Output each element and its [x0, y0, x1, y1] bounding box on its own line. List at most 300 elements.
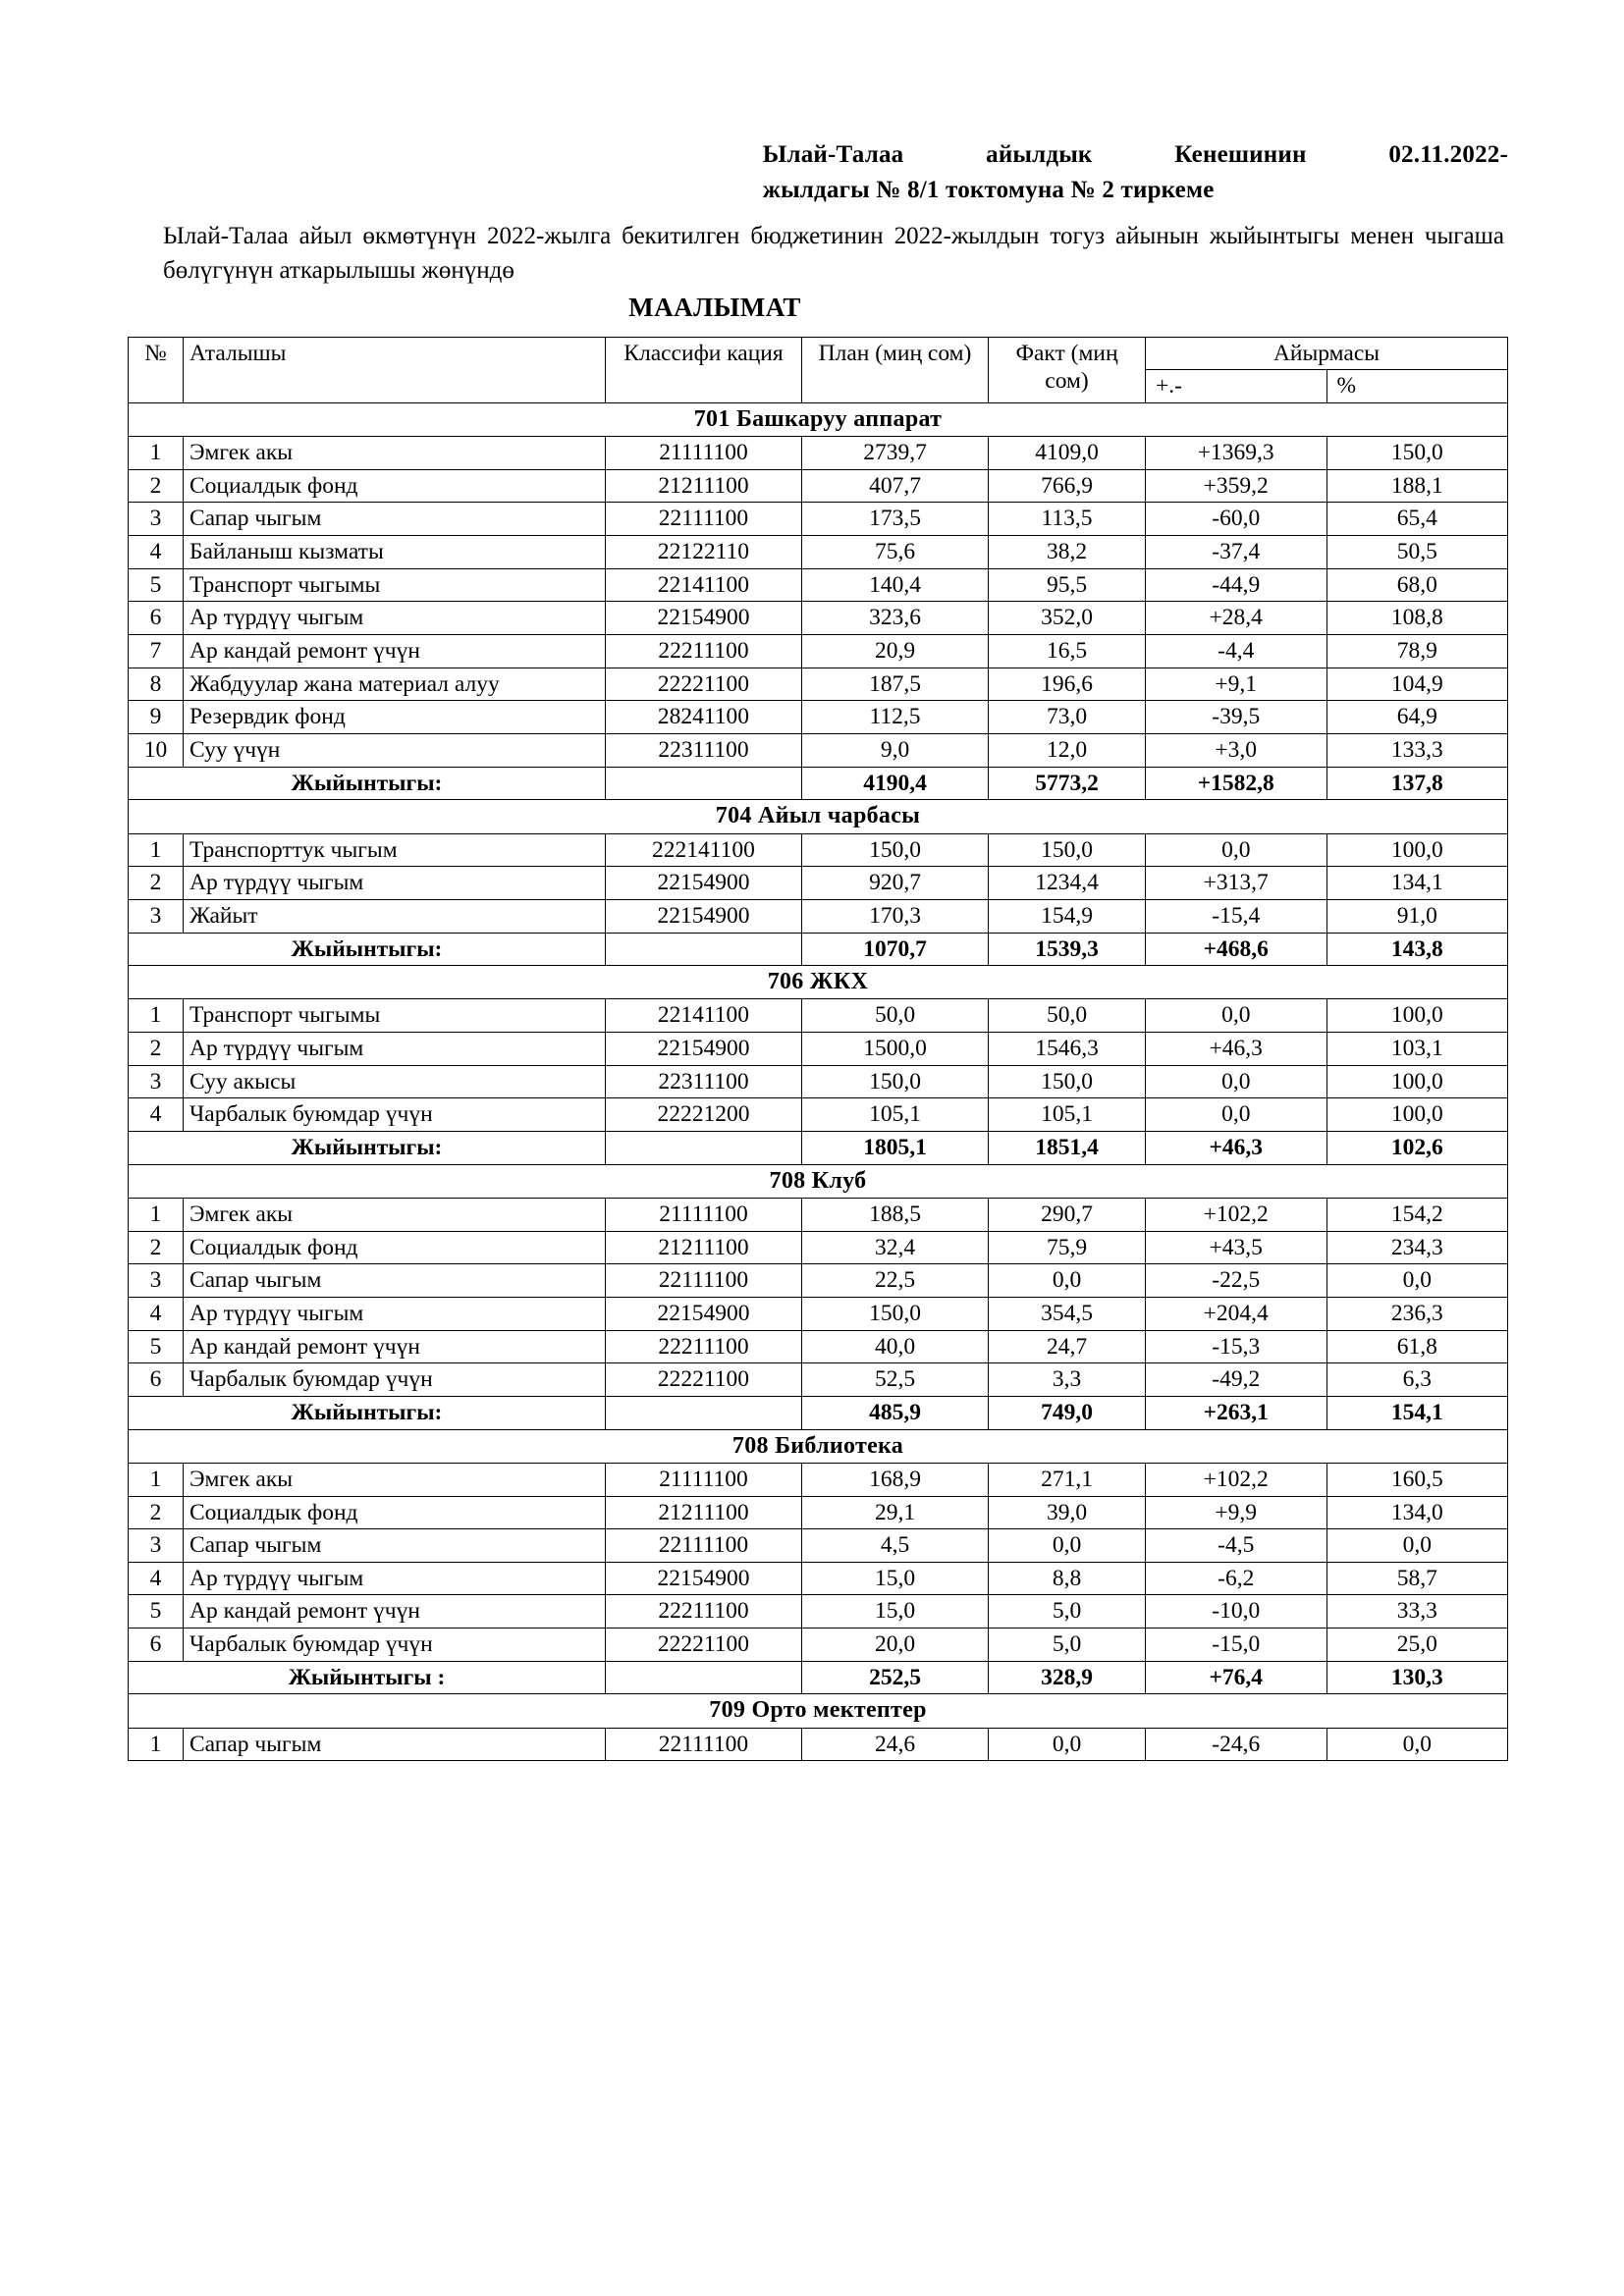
table-row: [129, 635, 1508, 668]
row-fact: 196,6: [989, 667, 1146, 701]
table-row: [129, 1529, 1508, 1563]
section-total-row: [129, 1661, 1508, 1694]
table-row: [129, 833, 1508, 867]
row-name: Ар кандай ремонт үчүн: [184, 635, 606, 668]
section-title-row: [129, 1694, 1508, 1728]
row-percent: 234,3: [1326, 1231, 1508, 1264]
row-percent: 108,8: [1326, 602, 1508, 635]
table-row: [129, 1231, 1508, 1264]
row-fact: 50,0: [989, 999, 1146, 1033]
row-name: Социалдык фонд: [184, 1231, 606, 1264]
row-fact: 154,9: [989, 899, 1146, 933]
table-row: [129, 867, 1508, 900]
row-number: 1: [129, 1728, 184, 1761]
table-row: [129, 1098, 1508, 1132]
row-name: Транспорт чыгымы: [184, 568, 606, 602]
row-fact: 150,0: [989, 833, 1146, 867]
row-name: Суу үчүн: [184, 733, 606, 767]
row-percent: 100,0: [1326, 1098, 1508, 1132]
column-header-fact: Факт (миң сом): [989, 337, 1146, 402]
row-classification: 21111100: [606, 437, 802, 470]
row-plan: 15,0: [802, 1595, 989, 1629]
row-number: 6: [129, 1363, 184, 1397]
table-row: [129, 1629, 1508, 1662]
section-total-difference: +76,4: [1146, 1661, 1327, 1694]
table-row: [129, 899, 1508, 933]
table-row: [129, 437, 1508, 470]
row-fact: 5,0: [989, 1595, 1146, 1629]
row-classification: 22111100: [606, 503, 802, 536]
row-number: 3: [129, 1264, 184, 1298]
column-header-name: Аталышы: [184, 337, 606, 402]
table-row: [129, 1562, 1508, 1595]
row-plan: 50,0: [802, 999, 989, 1033]
row-percent: 25,0: [1326, 1629, 1508, 1662]
row-plan: 75,6: [802, 536, 989, 569]
section-total-classification: [606, 1132, 802, 1165]
section-total-row: [129, 933, 1508, 966]
section-total-classification: [606, 1396, 802, 1429]
table-row: [129, 1330, 1508, 1363]
row-plan: 1500,0: [802, 1033, 989, 1066]
section-total-label: Жыйынтыгы :: [129, 1661, 606, 1694]
row-name: Эмгек акы: [184, 1199, 606, 1232]
section-total-row: [129, 1396, 1508, 1429]
column-header-num: №: [129, 337, 184, 402]
row-fact: 4109,0: [989, 437, 1146, 470]
row-fact: 352,0: [989, 602, 1146, 635]
row-percent: 188,1: [1326, 469, 1508, 503]
row-fact: 1234,4: [989, 867, 1146, 900]
row-difference: -4,4: [1146, 635, 1327, 668]
row-difference: -44,9: [1146, 568, 1327, 602]
row-fact: 12,0: [989, 733, 1146, 767]
row-number: 5: [129, 1330, 184, 1363]
row-name: Социалдык фонд: [184, 469, 606, 503]
row-classification: 22221100: [606, 1363, 802, 1397]
row-percent: 0,0: [1326, 1264, 1508, 1298]
row-fact: 150,0: [989, 1065, 1146, 1098]
row-percent: 64,9: [1326, 701, 1508, 734]
column-header-classification: Классифи кация: [606, 337, 802, 402]
row-difference: -39,5: [1146, 701, 1327, 734]
row-difference: -4,5: [1146, 1529, 1327, 1563]
row-fact: 39,0: [989, 1496, 1146, 1529]
document-subtitle: Ылай-Талаа айыл өкмөтүнүн 2022-жылга бекитилген бюджетинин 2022-жылдын тогуз айынын жыйынтыгы менен чыгаша бөлүгүнүн аткарылышы жөнүндө: [163, 222, 1504, 284]
section-total-percent: 154,1: [1326, 1396, 1508, 1429]
budget-report-table: [128, 337, 1508, 1762]
column-header-difference-pct: %: [1326, 370, 1508, 403]
section-total-label: Жыйынтыгы:: [129, 767, 606, 800]
section-title: 701 Башкаруу аппарат: [129, 402, 1508, 436]
row-difference: +9,9: [1146, 1496, 1327, 1529]
row-name: Резервдик фонд: [184, 701, 606, 734]
row-name: Эмгек акы: [184, 1463, 606, 1496]
section-total-plan: 485,9: [802, 1396, 989, 1429]
row-difference: -49,2: [1146, 1363, 1327, 1397]
row-classification: 21111100: [606, 1199, 802, 1232]
row-classification: 22311100: [606, 733, 802, 767]
row-number: 3: [129, 503, 184, 536]
row-number: 6: [129, 602, 184, 635]
row-classification: 222141100: [606, 833, 802, 867]
row-fact: 766,9: [989, 469, 1146, 503]
row-difference: -22,5: [1146, 1264, 1327, 1298]
row-difference: +28,4: [1146, 602, 1327, 635]
page-title: МААЛЫМАТ: [628, 292, 801, 322]
row-plan: 4,5: [802, 1529, 989, 1563]
table-row: [129, 733, 1508, 767]
row-percent: 134,1: [1326, 867, 1508, 900]
row-name: Чарбалык буюмдар үчүн: [184, 1363, 606, 1397]
row-number: 6: [129, 1629, 184, 1662]
row-fact: 73,0: [989, 701, 1146, 734]
row-plan: 920,7: [802, 867, 989, 900]
row-number: 3: [129, 1529, 184, 1563]
row-difference: -6,2: [1146, 1562, 1327, 1595]
table-row: [129, 602, 1508, 635]
row-difference: +1369,3: [1146, 437, 1327, 470]
row-name: Ар түрдүү чыгым: [184, 1297, 606, 1330]
row-number: 1: [129, 1463, 184, 1496]
row-classification: 22141100: [606, 568, 802, 602]
row-percent: 150,0: [1326, 437, 1508, 470]
header-line-1: Ылай-Талаа айылдык Кенешинин 02.11.2022-: [762, 141, 1508, 168]
row-difference: +102,2: [1146, 1199, 1327, 1232]
section-total-classification: [606, 1661, 802, 1694]
row-name: Эмгек акы: [184, 437, 606, 470]
row-plan: 168,9: [802, 1463, 989, 1496]
section-total-label: Жыйынтыгы:: [129, 1396, 606, 1429]
row-number: 2: [129, 867, 184, 900]
row-classification: 21211100: [606, 1496, 802, 1529]
section-total-label: Жыйынтыгы:: [129, 933, 606, 966]
column-header-difference-abs: +.-: [1146, 370, 1327, 403]
row-name: Ар түрдүү чыгым: [184, 1562, 606, 1595]
row-classification: 22221100: [606, 1629, 802, 1662]
row-plan: 323,6: [802, 602, 989, 635]
section-total-classification: [606, 767, 802, 800]
section-total-difference: +1582,8: [1146, 767, 1327, 800]
row-difference: +9,1: [1146, 667, 1327, 701]
row-fact: 354,5: [989, 1297, 1146, 1330]
row-difference: -37,4: [1146, 536, 1327, 569]
table-row: [129, 568, 1508, 602]
row-difference: 0,0: [1146, 1065, 1327, 1098]
table-row: [129, 1297, 1508, 1330]
row-percent: 160,5: [1326, 1463, 1508, 1496]
row-plan: 24,6: [802, 1728, 989, 1761]
section-total-difference: +263,1: [1146, 1396, 1327, 1429]
section-total-plan: 252,5: [802, 1661, 989, 1694]
section-title: 708 Клуб: [129, 1164, 1508, 1198]
row-classification: 22154900: [606, 899, 802, 933]
row-number: 2: [129, 1033, 184, 1066]
row-number: 10: [129, 733, 184, 767]
row-name: Суу акысы: [184, 1065, 606, 1098]
row-fact: 290,7: [989, 1199, 1146, 1232]
row-percent: 0,0: [1326, 1728, 1508, 1761]
row-fact: 8,8: [989, 1562, 1146, 1595]
row-percent: 91,0: [1326, 899, 1508, 933]
section-title-row: [129, 1429, 1508, 1463]
row-percent: 236,3: [1326, 1297, 1508, 1330]
section-total-plan: 1805,1: [802, 1132, 989, 1165]
section-total-fact: 1851,4: [989, 1132, 1146, 1165]
column-header-plan: План (миң сом): [802, 337, 989, 402]
section-total-fact: 5773,2: [989, 767, 1146, 800]
row-plan: 2739,7: [802, 437, 989, 470]
row-difference: +43,5: [1146, 1231, 1327, 1264]
row-difference: 0,0: [1146, 833, 1327, 867]
row-plan: 29,1: [802, 1496, 989, 1529]
row-number: 1: [129, 833, 184, 867]
row-percent: 33,3: [1326, 1595, 1508, 1629]
row-plan: 15,0: [802, 1562, 989, 1595]
table-row: [129, 1463, 1508, 1496]
row-difference: +204,4: [1146, 1297, 1327, 1330]
row-plan: 173,5: [802, 503, 989, 536]
row-difference: +46,3: [1146, 1033, 1327, 1066]
section-total-difference: +468,6: [1146, 933, 1327, 966]
section-title-row: [129, 1164, 1508, 1198]
section-total-percent: 102,6: [1326, 1132, 1508, 1165]
table-row: [129, 1496, 1508, 1529]
row-percent: 103,1: [1326, 1033, 1508, 1066]
table-row: [129, 1065, 1508, 1098]
row-difference: +359,2: [1146, 469, 1327, 503]
row-plan: 170,3: [802, 899, 989, 933]
row-number: 2: [129, 1231, 184, 1264]
table-body: [129, 402, 1508, 1761]
row-plan: 9,0: [802, 733, 989, 767]
row-percent: 65,4: [1326, 503, 1508, 536]
row-name: Транспорттук чыгым: [184, 833, 606, 867]
row-difference: -15,4: [1146, 899, 1327, 933]
row-difference: +3,0: [1146, 733, 1327, 767]
row-percent: 61,8: [1326, 1330, 1508, 1363]
row-difference: +102,2: [1146, 1463, 1327, 1496]
table-row: [129, 999, 1508, 1033]
row-difference: 0,0: [1146, 1098, 1327, 1132]
row-classification: 22154900: [606, 867, 802, 900]
section-title-row: [129, 966, 1508, 999]
section-total-label: Жыйынтыгы:: [129, 1132, 606, 1165]
row-fact: 5,0: [989, 1629, 1146, 1662]
row-name: Социалдык фонд: [184, 1496, 606, 1529]
row-difference: -10,0: [1146, 1595, 1327, 1629]
column-header-difference-group: Айырмасы: [1146, 337, 1508, 370]
row-percent: 68,0: [1326, 568, 1508, 602]
row-number: 1: [129, 437, 184, 470]
section-title: 706 ЖКХ: [129, 966, 1508, 999]
section-total-fact: 749,0: [989, 1396, 1146, 1429]
row-number: 3: [129, 899, 184, 933]
row-name: Чарбалык буюмдар үчүн: [184, 1098, 606, 1132]
row-classification: 21211100: [606, 469, 802, 503]
table-row: [129, 1033, 1508, 1066]
section-total-plan: 4190,4: [802, 767, 989, 800]
row-fact: 75,9: [989, 1231, 1146, 1264]
row-difference: +313,7: [1146, 867, 1327, 900]
row-classification: 22211100: [606, 635, 802, 668]
row-percent: 6,3: [1326, 1363, 1508, 1397]
table-row: [129, 701, 1508, 734]
row-fact: 0,0: [989, 1529, 1146, 1563]
row-plan: 150,0: [802, 833, 989, 867]
row-plan: 188,5: [802, 1199, 989, 1232]
row-plan: 22,5: [802, 1264, 989, 1298]
document-header: [128, 137, 1508, 209]
row-difference: -15,3: [1146, 1330, 1327, 1363]
row-classification: 22122110: [606, 536, 802, 569]
row-percent: 0,0: [1326, 1529, 1508, 1563]
section-total-percent: 143,8: [1326, 933, 1508, 966]
table-row: [129, 1595, 1508, 1629]
row-number: 7: [129, 635, 184, 668]
section-total-row: [129, 1132, 1508, 1165]
row-percent: 78,9: [1326, 635, 1508, 668]
section-title: 708 Библиотека: [129, 1429, 1508, 1463]
row-fact: 95,5: [989, 568, 1146, 602]
section-total-plan: 1070,7: [802, 933, 989, 966]
row-difference: -24,6: [1146, 1728, 1327, 1761]
row-number: 3: [129, 1065, 184, 1098]
row-number: 9: [129, 701, 184, 734]
section-title-row: [129, 800, 1508, 833]
row-fact: 0,0: [989, 1264, 1146, 1298]
table-row: [129, 1199, 1508, 1232]
row-name: Сапар чыгым: [184, 1264, 606, 1298]
row-number: 1: [129, 1199, 184, 1232]
row-difference: -60,0: [1146, 503, 1327, 536]
row-number: 4: [129, 1297, 184, 1330]
row-classification: 21211100: [606, 1231, 802, 1264]
row-classification: 22111100: [606, 1264, 802, 1298]
row-name: Транспорт чыгымы: [184, 999, 606, 1033]
row-percent: 100,0: [1326, 833, 1508, 867]
row-number: 5: [129, 568, 184, 602]
section-title-row: [129, 402, 1508, 436]
table-header: [129, 337, 1508, 402]
row-difference: 0,0: [1146, 999, 1327, 1033]
row-classification: 22221100: [606, 667, 802, 701]
row-classification: 22211100: [606, 1595, 802, 1629]
row-classification: 22111100: [606, 1728, 802, 1761]
section-total-percent: 130,3: [1326, 1661, 1508, 1694]
row-number: 2: [129, 1496, 184, 1529]
table-header-row-1: [129, 337, 1508, 370]
row-percent: 58,7: [1326, 1562, 1508, 1595]
row-percent: 100,0: [1326, 1065, 1508, 1098]
row-difference: -15,0: [1146, 1629, 1327, 1662]
section-total-classification: [606, 933, 802, 966]
row-fact: 105,1: [989, 1098, 1146, 1132]
row-percent: 104,9: [1326, 667, 1508, 701]
row-plan: 20,0: [802, 1629, 989, 1662]
row-plan: 105,1: [802, 1098, 989, 1132]
row-fact: 3,3: [989, 1363, 1146, 1397]
row-classification: 21111100: [606, 1463, 802, 1496]
row-plan: 407,7: [802, 469, 989, 503]
row-fact: 24,7: [989, 1330, 1146, 1363]
row-number: 4: [129, 1098, 184, 1132]
row-percent: 50,5: [1326, 536, 1508, 569]
table-row: [129, 1363, 1508, 1397]
row-plan: 20,9: [802, 635, 989, 668]
row-fact: 271,1: [989, 1463, 1146, 1496]
row-name: Ар кандай ремонт үчүн: [184, 1595, 606, 1629]
row-fact: 38,2: [989, 536, 1146, 569]
row-plan: 52,5: [802, 1363, 989, 1397]
header-line-2: жылдагы № 8/1 токтомуна № 2 тиркеме: [762, 177, 1215, 204]
table-row: [129, 667, 1508, 701]
section-title: 709 Орто мектептер: [129, 1694, 1508, 1728]
row-plan: 40,0: [802, 1330, 989, 1363]
table-row: [129, 536, 1508, 569]
row-classification: 22154900: [606, 1297, 802, 1330]
row-classification: 22154900: [606, 1562, 802, 1595]
row-number: 4: [129, 536, 184, 569]
row-name: Жабдуулар жана материал алуу: [184, 667, 606, 701]
section-total-fact: 1539,3: [989, 933, 1146, 966]
row-plan: 112,5: [802, 701, 989, 734]
row-classification: 22154900: [606, 602, 802, 635]
row-plan: 140,4: [802, 568, 989, 602]
row-name: Ар түрдүү чыгым: [184, 602, 606, 635]
row-name: Байланыш кызматы: [184, 536, 606, 569]
row-plan: 32,4: [802, 1231, 989, 1264]
section-total-percent: 137,8: [1326, 767, 1508, 800]
row-number: 4: [129, 1562, 184, 1595]
section-total-difference: +46,3: [1146, 1132, 1327, 1165]
row-name: Ар түрдүү чыгым: [184, 1033, 606, 1066]
row-percent: 154,2: [1326, 1199, 1508, 1232]
row-classification: 22311100: [606, 1065, 802, 1098]
row-percent: 100,0: [1326, 999, 1508, 1033]
row-classification: 22141100: [606, 999, 802, 1033]
row-fact: 1546,3: [989, 1033, 1146, 1066]
table-row: [129, 1264, 1508, 1298]
row-plan: 187,5: [802, 667, 989, 701]
row-name: Чарбалык буюмдар үчүн: [184, 1629, 606, 1662]
table-row: [129, 1728, 1508, 1761]
row-number: 1: [129, 999, 184, 1033]
row-name: Жайыт: [184, 899, 606, 933]
row-plan: 150,0: [802, 1065, 989, 1098]
row-classification: 28241100: [606, 701, 802, 734]
table-row: [129, 503, 1508, 536]
row-fact: 0,0: [989, 1728, 1146, 1761]
section-total-fact: 328,9: [989, 1661, 1146, 1694]
row-number: 5: [129, 1595, 184, 1629]
section-total-row: [129, 767, 1508, 800]
row-classification: 22211100: [606, 1330, 802, 1363]
row-classification: 22111100: [606, 1529, 802, 1563]
row-name: Ар кандай ремонт үчүн: [184, 1330, 606, 1363]
row-name: Сапар чыгым: [184, 1529, 606, 1563]
row-percent: 134,0: [1326, 1496, 1508, 1529]
row-percent: 133,3: [1326, 733, 1508, 767]
row-number: 8: [129, 667, 184, 701]
row-classification: 22154900: [606, 1033, 802, 1066]
row-number: 2: [129, 469, 184, 503]
row-plan: 150,0: [802, 1297, 989, 1330]
section-title: 704 Айыл чарбасы: [129, 800, 1508, 833]
row-name: Сапар чыгым: [184, 1728, 606, 1761]
row-name: Сапар чыгым: [184, 503, 606, 536]
row-fact: 16,5: [989, 635, 1146, 668]
